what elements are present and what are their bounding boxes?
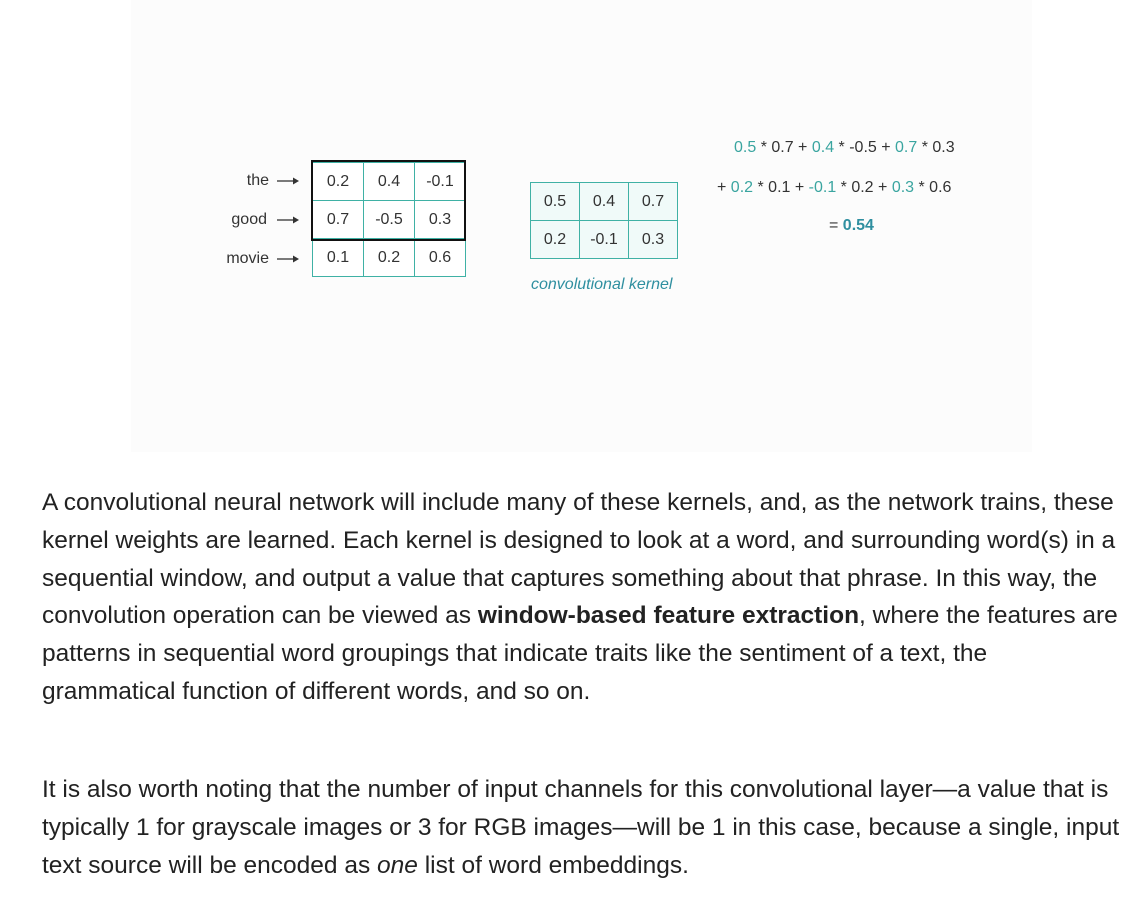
- arrow-right-icon: [277, 215, 299, 225]
- convolution-figure: [131, 0, 1032, 452]
- matrix-cell: 0.2: [313, 163, 364, 201]
- equation-result-prefix: =: [829, 217, 843, 234]
- equation-term: +: [717, 179, 731, 196]
- convolutional-kernel: [530, 182, 678, 259]
- kernel-caption: convolutional kernel: [531, 276, 673, 293]
- paragraph-text: , where the features are patterns in sequential word groupings that indicate traits like the sentiment of a text, the grammatical function of different words, and so on.: [42, 602, 1118, 705]
- matrix-cell: 0.2: [364, 239, 415, 277]
- kernel-cell: 0.7: [629, 183, 678, 221]
- equation-term: 0.3: [891, 179, 915, 196]
- row-label-the: the: [246, 172, 269, 189]
- arrow-right-icon: [277, 176, 299, 186]
- equation-term: 0.2: [730, 179, 754, 196]
- arrow-right-icon: [277, 254, 299, 264]
- matrix-cell: -0.5: [364, 201, 415, 239]
- equation-term: 0.5: [734, 139, 757, 156]
- equation-result-value: 0.54: [842, 217, 874, 234]
- paragraph-italic-term: one: [377, 851, 418, 879]
- row-label-movie: movie: [226, 250, 269, 267]
- equation-term: * 0.2 +: [836, 179, 892, 196]
- equation-term: 0.7: [895, 139, 918, 156]
- paragraph-text: list of word embeddings.: [417, 851, 689, 879]
- matrix-cell: 0.3: [415, 201, 466, 239]
- matrix-cell: 0.1: [313, 239, 364, 277]
- kernel-row: [531, 221, 678, 259]
- equation-term: * 0.3: [917, 139, 955, 156]
- paragraph-input-channels: [42, 771, 1122, 884]
- kernel-cell: -0.1: [580, 221, 629, 259]
- matrix-cell: -0.1: [415, 163, 466, 201]
- equation-term: * 0.6: [914, 179, 952, 196]
- paragraph-text: It is also worth noting that the number of input channels for this convolutional layer—a value that is typically 1 for grayscale images or 3 for RGB images—will be 1 in this case, because a single, input text source will be encoded as: [42, 776, 1120, 879]
- equation-line-2: [717, 179, 951, 197]
- equation-line-1: [734, 139, 955, 157]
- matrix-row: [313, 239, 466, 277]
- paragraph-text: A convolutional neural network will include many of these kernels, and, as the network trains, these kernel weights are learned. Each kernel is designed to look at a word, and surrounding word(s) in a sequential window, and output a value that captures something about that phrase. In this way, the convolution operation can be viewed as: [42, 489, 1116, 630]
- paragraph-window-feature-extraction: [42, 484, 1122, 711]
- kernel-row: [531, 183, 678, 221]
- equation-term: * -0.5 +: [834, 139, 896, 156]
- matrix-cell: 0.6: [415, 239, 466, 277]
- equation-term: * 0.1 +: [753, 179, 809, 196]
- kernel-cell: 0.2: [531, 221, 580, 259]
- matrix-row: [313, 163, 466, 201]
- kernel-cell: 0.4: [580, 183, 629, 221]
- row-label-good: good: [231, 211, 267, 228]
- equation-term: 0.4: [811, 139, 835, 156]
- paragraph-bold-term: window-based feature extraction: [477, 602, 860, 630]
- matrix-cell: 0.4: [364, 163, 415, 201]
- equation-term: -0.1: [808, 179, 837, 196]
- equation-result: [829, 217, 874, 235]
- kernel-cell: 0.3: [629, 221, 678, 259]
- matrix-cell: 0.7: [313, 201, 364, 239]
- matrix-row: [313, 201, 466, 239]
- equation-term: * 0.7 +: [756, 139, 812, 156]
- embedding-matrix: [312, 162, 466, 277]
- kernel-cell: 0.5: [531, 183, 580, 221]
